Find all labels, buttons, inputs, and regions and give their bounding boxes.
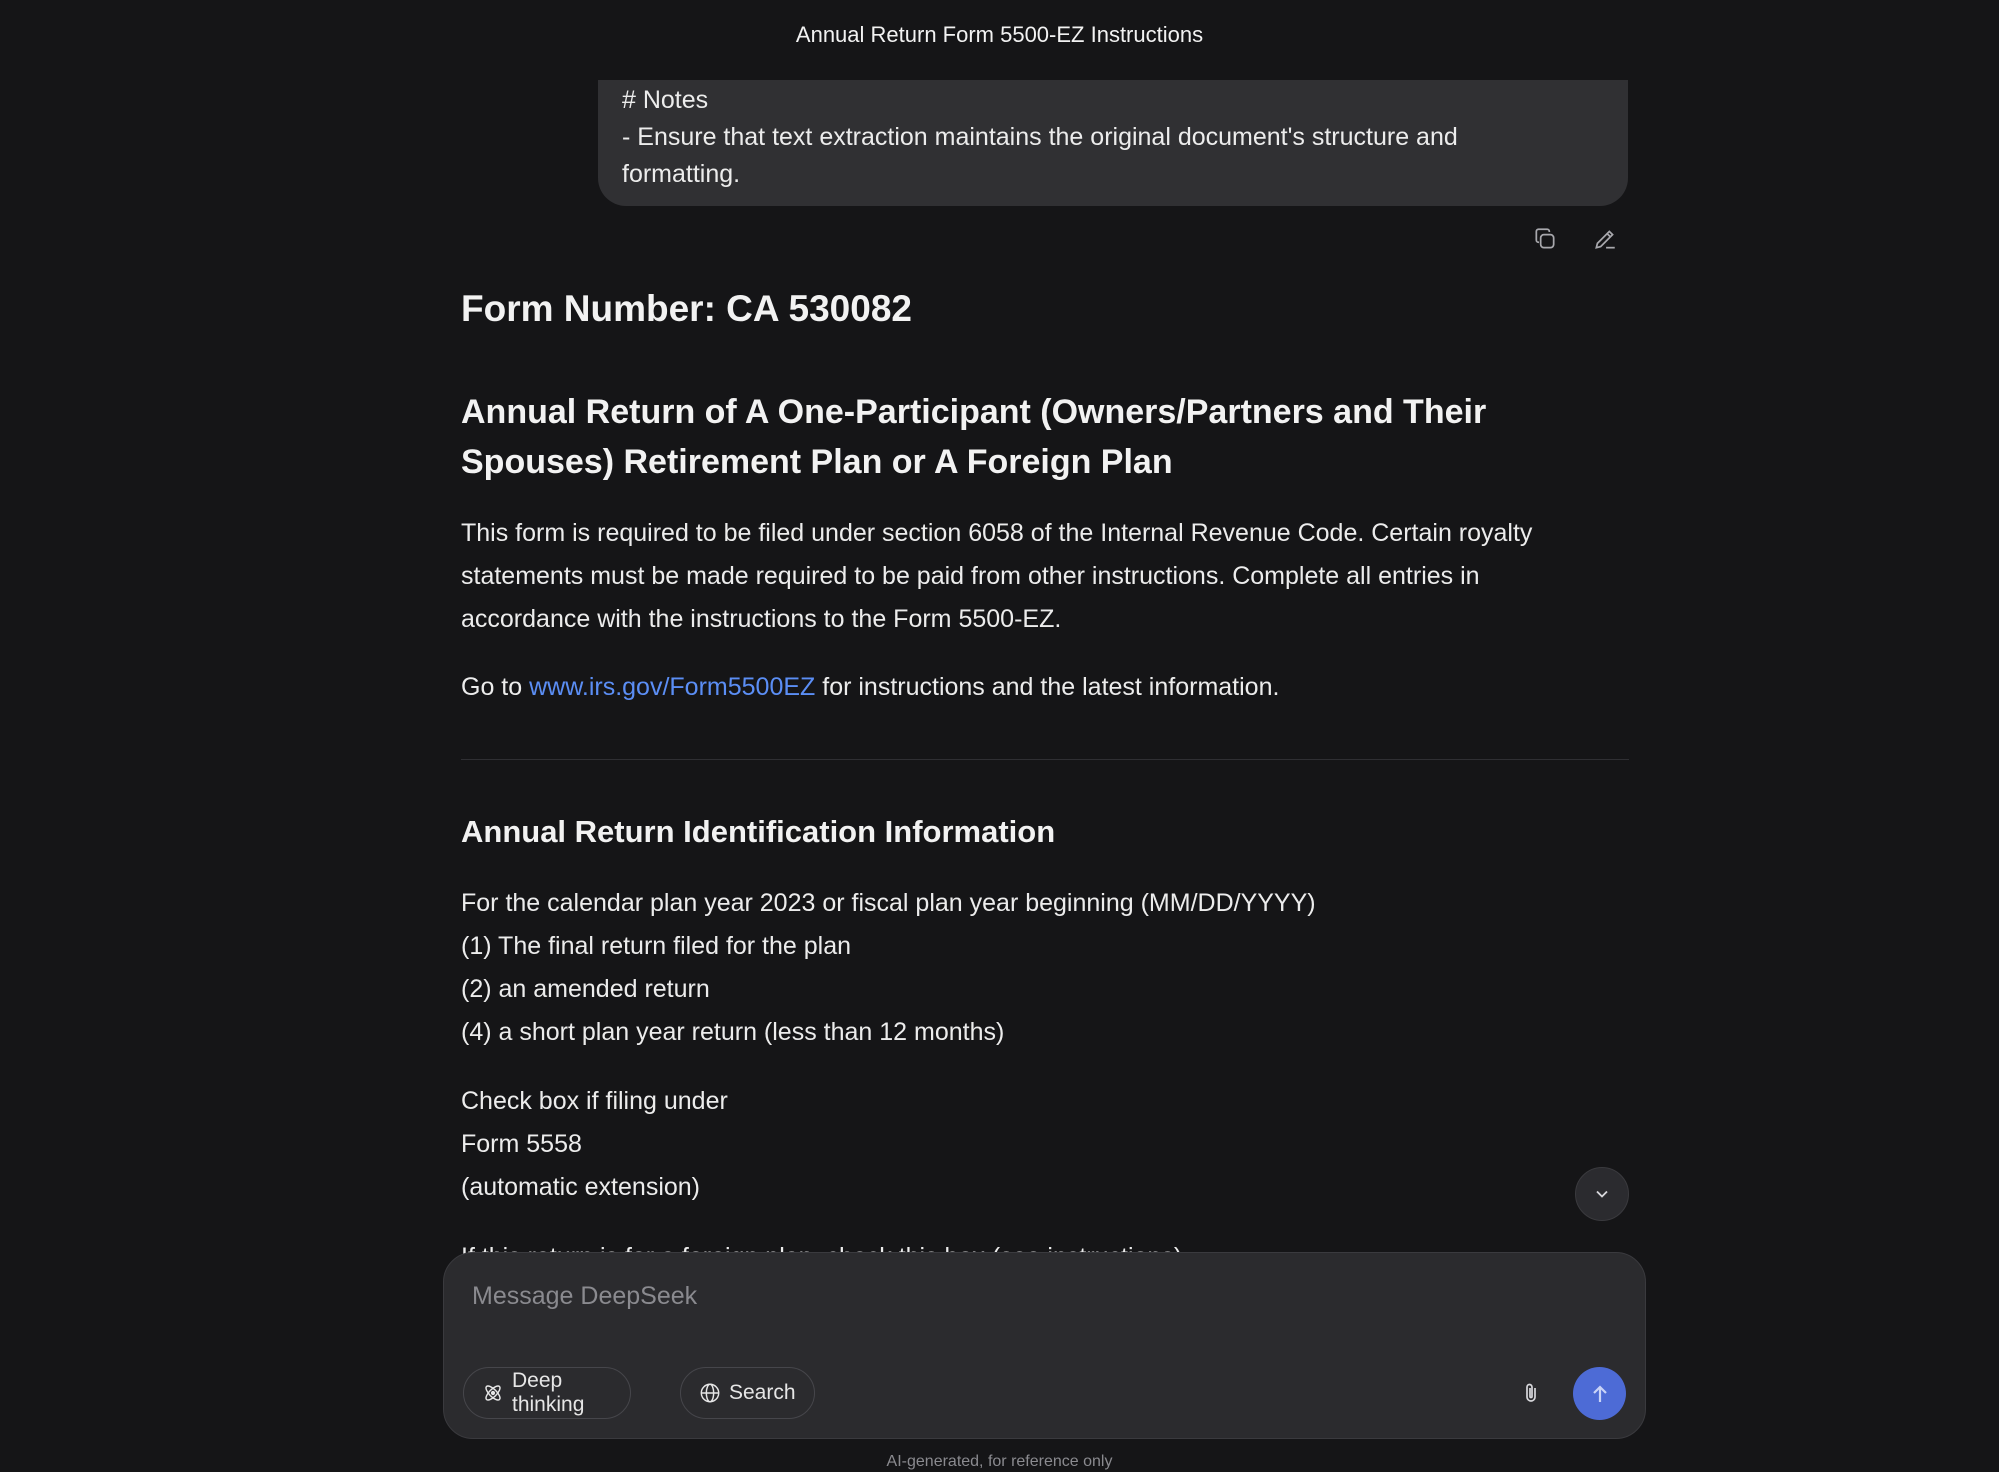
goto-suffix: for instructions and the latest information. [815,673,1280,701]
section-heading: Annual Return Identification Information [461,814,1056,849]
intro-line: This form is required to be filed under section 6058 of the Internal Revenue Code. Certain royalty [461,519,1533,547]
form-title-line: Annual Return of A One-Participant (Owners/Partners and Their [461,393,1487,431]
section-divider [461,759,1629,760]
intro-line: statements must be made required to be paid from other instructions. Complete all entries in [461,562,1480,590]
atom-icon [482,1382,504,1404]
deep-thinking-label: Deep thinking [512,1369,585,1416]
extension-line: Form 5558 [461,1130,582,1158]
send-button[interactable] [1573,1367,1626,1420]
identification-line: (2) an amended return [461,975,710,1003]
goto-prefix: Go to [461,673,530,701]
copy-button[interactable] [1528,222,1562,256]
identification-list [461,882,1629,1054]
user-message-line: formatting. [622,160,741,188]
irs-form-link[interactable]: www.irs.gov/Form5500EZ [529,673,816,701]
attach-button[interactable] [1514,1376,1548,1410]
globe-icon [699,1382,721,1404]
search-label: Search [729,1381,796,1404]
form-number-heading: Form Number: CA 530082 [461,288,912,329]
identification-line: (1) The final return filed for the plan [461,932,852,960]
deep-thinking-button[interactable] [463,1367,631,1419]
message-input[interactable] [470,1275,1574,1317]
user-message-bubble [598,80,1628,206]
identification-line: For the calendar plan year 2023 or fiscal plan year beginning (MM/DD/YYYY) [461,889,1316,917]
message-composer [443,1252,1646,1439]
copy-icon [1532,226,1558,252]
form-title-line: Spouses) Retirement Plan or A Foreign Plan [461,443,1173,481]
identification-line: (4) a short plan year return (less than 12 months) [461,1018,1005,1046]
goto-paragraph [461,666,1629,709]
extension-line: (automatic extension) [461,1173,701,1201]
intro-line: accordance with the instructions to the Form 5500-EZ. [461,605,1062,633]
form-title [461,387,1629,487]
footer-disclaimer: AI-generated, for reference only [886,1453,1113,1470]
cut-off-line [461,1236,1182,1252]
user-message-line: # Notes [622,86,709,114]
arrow-up-icon [1588,1382,1612,1406]
extension-checkbox-text [461,1080,1629,1209]
paperclip-icon [1519,1380,1543,1406]
chevron-down-icon [1592,1184,1612,1204]
edit-icon [1592,226,1618,252]
extension-line: Check box if filing under [461,1087,728,1115]
user-message-line: - Ensure that text extraction maintains the original document's structure and [622,123,1458,151]
conversation-title: Annual Return Form 5500-EZ Instructions [795,22,1204,47]
edit-button[interactable] [1588,222,1622,256]
scroll-to-bottom-button[interactable] [1575,1167,1629,1221]
intro-paragraph [461,512,1629,641]
search-button[interactable] [680,1367,815,1419]
